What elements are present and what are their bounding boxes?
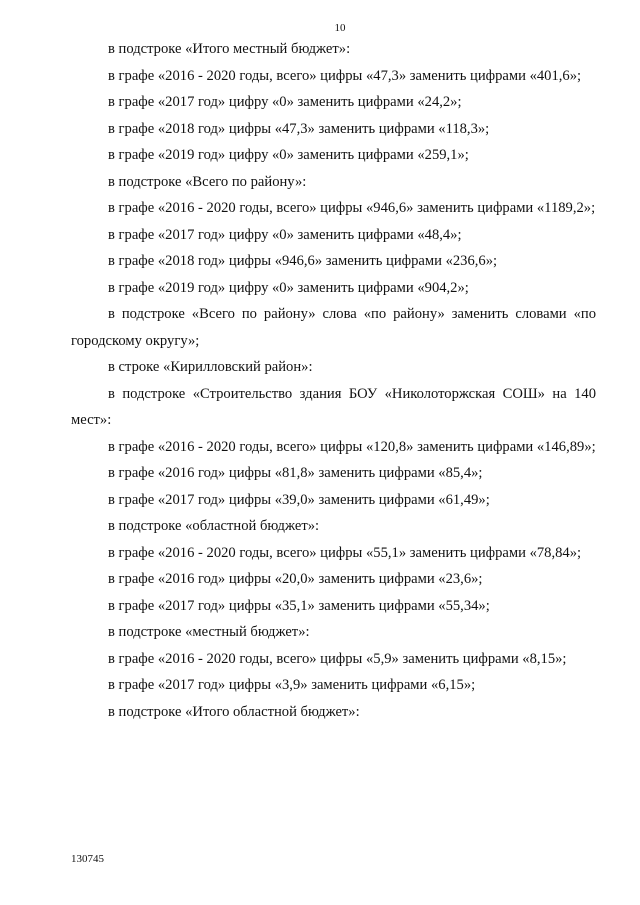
paragraph: в графе «2016 - 2020 годы, всего» цифры «55,1» заменить цифрами «78,84»; [108, 544, 582, 561]
document-body [71, 36, 596, 725]
paragraph: в подстроке «Итого областной бюджет»: [108, 703, 360, 720]
paragraph: в графе «2017 год» цифры «39,0» заменить цифрами «61,49»; [108, 491, 490, 508]
paragraph: в графе «2016 - 2020 годы, всего» цифры «120,8» заменить цифрами «146,89»; [108, 438, 596, 455]
paragraph: в графе «2017 год» цифру «0» заменить цифрами «48,4»; [108, 226, 462, 243]
paragraph: в графе «2017 год» цифры «35,1» заменить цифрами «55,34»; [108, 597, 490, 614]
paragraph: в графе «2017 год» цифры «3,9» заменить цифрами «6,15»; [108, 677, 476, 693]
paragraph: в графе «2016 год» цифры «20,0» заменить цифрами «23,6»; [108, 571, 483, 587]
paragraph: в графе «2016 - 2020 годы, всего» цифры «946,6» заменить цифрами «1189,2»; [108, 200, 596, 216]
paragraph: в графе «2016 год» цифры «81,8» заменить цифрами «85,4»; [108, 465, 483, 481]
paragraph: в подстроке «Строительство здания БОУ «Николоторжская СОШ» на 140 мест»: [71, 385, 596, 428]
paragraph: в строке «Кирилловский район»: [108, 359, 313, 375]
paragraph: в графе «2016 - 2020 годы, всего» цифры «5,9» заменить цифрами «8,15»; [108, 650, 567, 667]
page-number: 10 [334, 22, 346, 34]
paragraph: в подстроке «Итого местный бюджет»: [108, 41, 351, 57]
document-code: 130745 [71, 853, 104, 865]
paragraph: в подстроке «местный бюджет»: [108, 624, 310, 640]
paragraph: в подстроке «областной бюджет»: [108, 518, 320, 534]
paragraph: в подстроке «Всего по району»: [108, 173, 307, 190]
paragraph: в графе «2018 год» цифры «47,3» заменить цифрами «118,3»; [108, 120, 490, 137]
paragraph: в графе «2019 год» цифру «0» заменить цифрами «259,1»; [108, 147, 469, 163]
paragraph: в графе «2017 год» цифру «0» заменить цифрами «24,2»; [108, 94, 462, 110]
paragraph: в подстроке «Всего по району» слова «по району» заменить словами «по городскому округу»; [71, 306, 596, 349]
paragraph: в графе «2018 год» цифры «946,6» заменить цифрами «236,6»; [108, 253, 498, 269]
paragraph: в графе «2016 - 2020 годы, всего» цифры «47,3» заменить цифрами «401,6»; [108, 67, 582, 84]
paragraph: в графе «2019 год» цифру «0» заменить цифрами «904,2»; [108, 279, 469, 296]
